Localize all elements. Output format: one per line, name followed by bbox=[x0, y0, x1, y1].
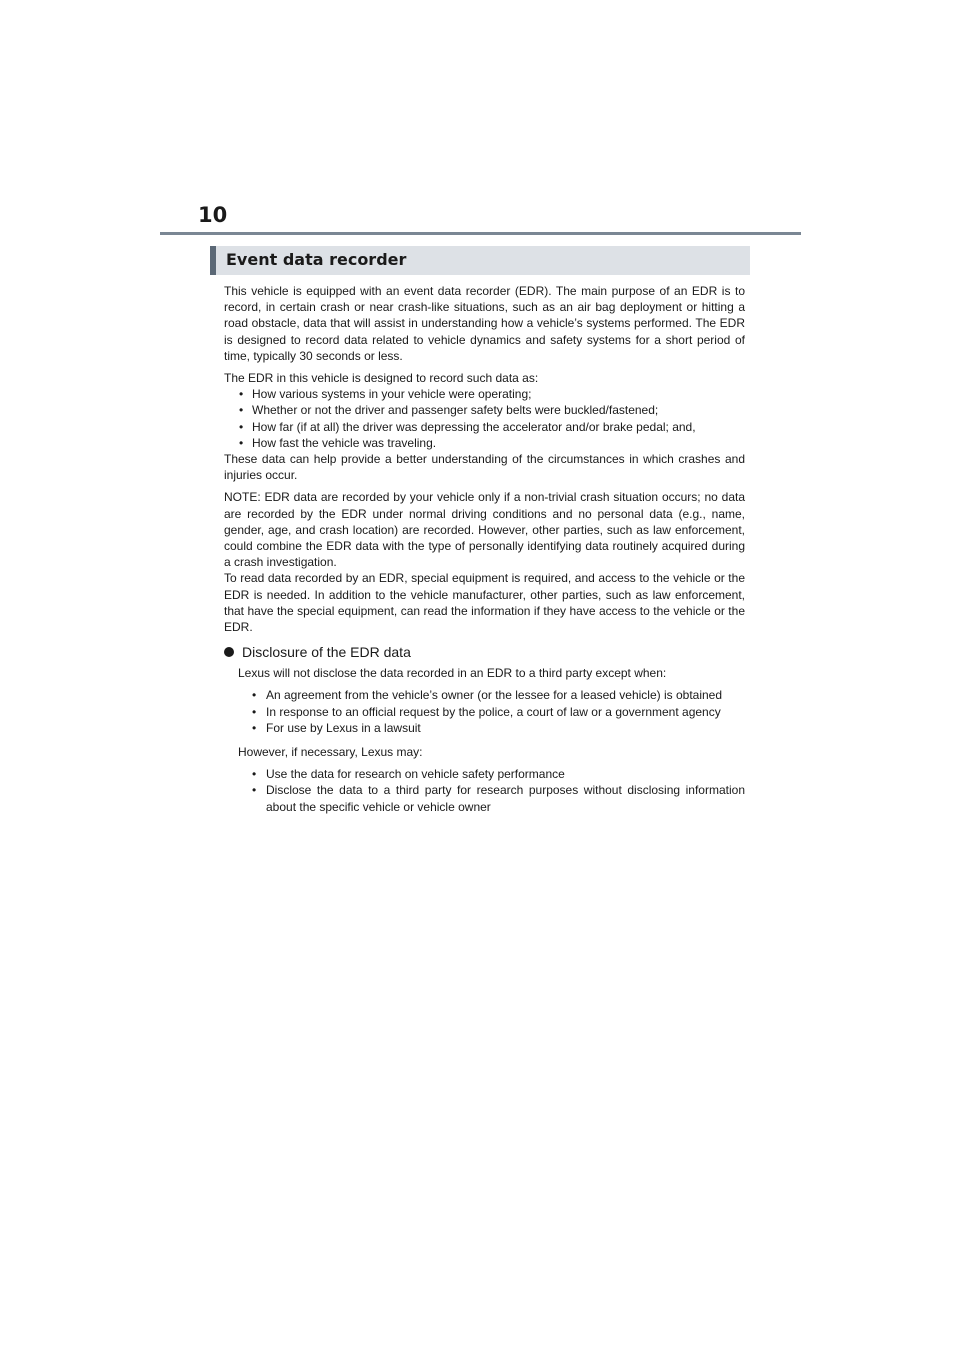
list-item: • Whether or not the driver and passenger safety belts were buckled/fastened; bbox=[252, 402, 745, 418]
list-item: • For use by Lexus in a lawsuit bbox=[252, 720, 745, 736]
list-item: • An agreement from the vehicle’s owner (or the lessee for a leased vehicle) is obtained bbox=[252, 687, 745, 703]
header-divider bbox=[160, 232, 801, 235]
disclosure-body bbox=[224, 665, 745, 815]
disclosure-section bbox=[224, 643, 745, 815]
note-paragraph: NOTE: EDR data are recorded by your vehicle only if a non-trivial crash situation occurs; no data are recorded by the EDR under normal driving conditions and no personal data (e.g., name, gender, age, and crash location) are recorded. However, other parties, such as law enforcement, could combine the EDR data with the type of personally identifying data routinely acquired during a crash investigation. bbox=[224, 490, 745, 570]
understanding-paragraph: These data can help provide a better understanding of the circumstances in which crashes and injuries occur. bbox=[224, 452, 745, 483]
intro-paragraph: This vehicle is equipped with an event data recorder (EDR). The main purpose of an EDR is to record, in certain crash or near crash-like situations, such as an air bag deployment or hitting a road obstacle, data that will assist in understanding how a vehicle’s systems performed. The EDR is designed to record data related to vehicle dynamics and safety systems for a short period of time, typically 30 seconds or less. bbox=[224, 284, 745, 363]
bullet-dot-icon bbox=[224, 647, 234, 657]
body-text bbox=[224, 283, 745, 823]
section-title-bar bbox=[210, 246, 750, 275]
list-item: • How far (if at all) the driver was depressing the accelerator and/or brake pedal; and, bbox=[252, 419, 745, 435]
read-paragraph: To read data recorded by an EDR, special equipment is required, and access to the vehicle or the EDR is needed. In addition to the vehicle manufacturer, other parties, such as law enforcement, that have the special equipment, can read the information if they have access to the vehicle or the EDR. bbox=[224, 571, 745, 635]
disclosure-heading-text: Disclosure of the EDR data bbox=[242, 644, 411, 661]
list-item: • Disclose the data to a third party for research purposes without disclosing information about the specific vehicle or vehicle owner bbox=[252, 782, 745, 814]
page-number: 10 bbox=[198, 203, 228, 227]
list-item: • How fast the vehicle was traveling. bbox=[252, 435, 745, 451]
edr-data-list bbox=[224, 386, 745, 451]
list-item: • In response to an official request by the police, a court of law or a government agency bbox=[252, 704, 745, 720]
disclosure-exceptions-list bbox=[238, 687, 745, 736]
lexus-may-list bbox=[238, 766, 745, 815]
disclosure-heading bbox=[224, 643, 745, 661]
disclosure-however: However, if necessary, Lexus may: bbox=[238, 745, 423, 760]
section-title: Event data recorder bbox=[226, 250, 407, 269]
designed-paragraph: The EDR in this vehicle is designed to record such data as: bbox=[224, 371, 539, 386]
disclosure-intro: Lexus will not disclose the data recorded in an EDR to a third party except when: bbox=[238, 666, 667, 681]
list-item: • Use the data for research on vehicle safety performance bbox=[252, 766, 745, 782]
list-item: • How various systems in your vehicle were operating; bbox=[252, 386, 745, 402]
